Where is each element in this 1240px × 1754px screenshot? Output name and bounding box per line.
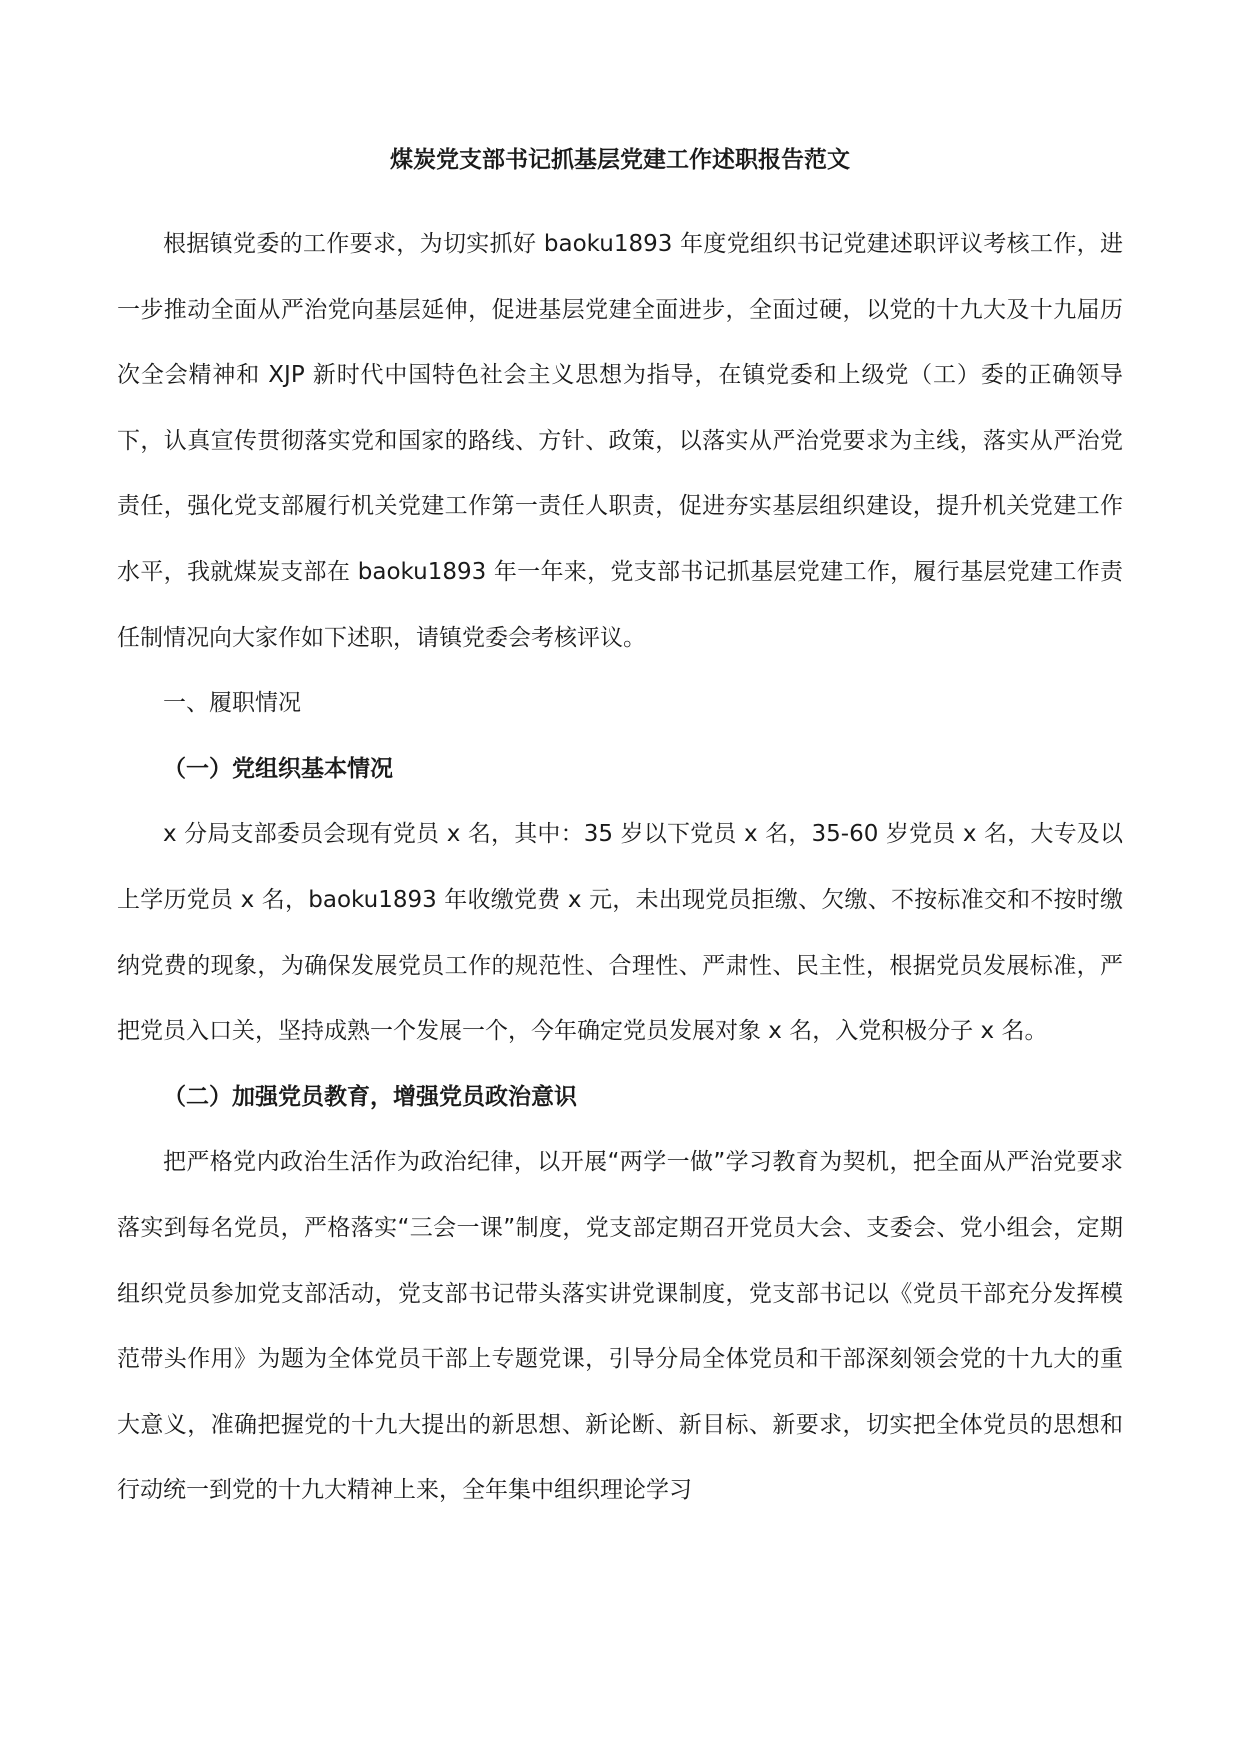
document-title: 煤炭党支部书记抓基层党建工作述职报告范文 (390, 147, 850, 173)
subheading-org-basics: （一）党组织基本情况 (163, 755, 393, 782)
document-body (117, 212, 1123, 1524)
subheading-member-education: （二）加强党员教育，增强党员政治意识 (163, 1083, 577, 1110)
paragraph-intro: 根据镇党委的工作要求，为切实抓好 baoku1893 年度党组织书记党建述职评议考核工作，进一步推动全面从严治党向基层延伸，促进基层党建全面进步，全面过硬，以党的十九大及十九届历次全会精神和 XJP 新时代中国特色社会主义思想为指导，在镇党委和上级党（工）委的正确领导下，认真宣传贯彻落实党和国家的路线、方针、政策，以落实从严治党要求为主线，落实从严治党责任，强化党支部履行机关党建工作第一责任人职责，促进夯实基层组织建设，提升机关党建工作水平，我就煤炭支部在 baoku1893 年一年来，党支部书记抓基层党建工作，履行基层党建工作责任制情况向大家作如下述职，请镇党委会考核评议。 (117, 231, 1123, 651)
paragraph-org-basics: x 分局支部委员会现有党员 x 名，其中：35 岁以下党员 x 名，35-60 岁党员 x 名，大专及以上学历党员 x 名，baoku1893 年收缴党费 x 元，未出现党员拒缴、欠缴、不按标准交和不按时缴纳党费的现象，为确保发展党员工作的规范性、合理性、严肃性、民主性，根据党员发展标准，严把党员入口关，坚持成熟一个发展一个，今年确定党员发展对象 x 名，入党积极分子 x 名。 (117, 821, 1123, 1045)
section-heading-performance: 一、履职情况 (163, 690, 301, 717)
paragraph-member-education: 把严格党内政治生活作为政治纪律，以开展“两学一做”学习教育为契机，把全面从严治党要求落实到每名党员，严格落实“三会一课”制度，党支部定期召开党员大会、支委会、党小组会，定期组织党员参加党支部活动，党支部书记带头落实讲党课制度，党支部书记以《党员干部充分发挥模范带头作用》为题为全体党员干部上专题党课，引导分局全体党员和干部深刻领会党的十九大的重大意义，准确把握党的十九大提出的新思想、新论断、新目标、新要求，切实把全体党员的思想和行动统一到党的十九大精神上来，全年集中组织理论学习 (117, 1149, 1123, 1504)
